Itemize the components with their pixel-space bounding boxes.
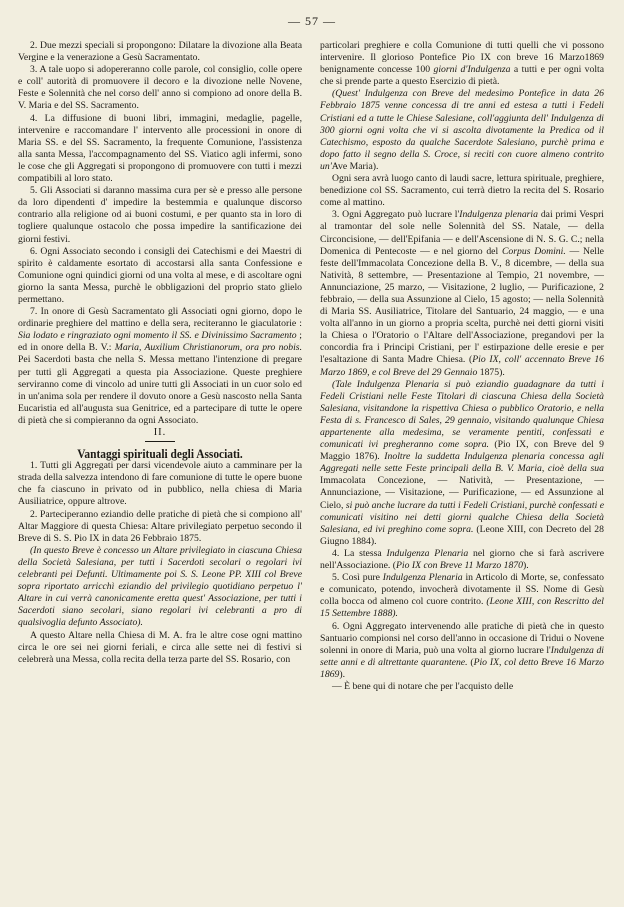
text-run: a tutti e per ogni volta che si prende parte a questo Esercizio di pietà. xyxy=(320,64,605,88)
italic-run: Sia lodato e ringraziato ogni momento il SS. e Divinissimo Sacramento xyxy=(18,330,297,342)
text-run: 3. Ogni Aggregato può lucrare l' xyxy=(332,209,460,221)
text-run: in Articolo di Morte, se, confessato e comunicato, potendo, invocherà divotamente il SS. Nome di Gesù colla bocca od almeno col cuore contrito. xyxy=(320,572,605,608)
paragraph: — È bene qui di notare che per l'acquisto delle xyxy=(332,680,514,692)
italic-run: Indulgenza Plenaria xyxy=(382,572,463,584)
section-title: Vantaggi spirituali degli Associati. xyxy=(77,447,243,462)
text-run: 4. La stessa xyxy=(332,547,387,559)
text-run: Pei Sacerdoti basta che nella S. Messa mettano l'intenzione di pregare per tutti gli Aggregati a questa pia Associazione. Queste preghiere serviranno come di vincolo ad unire tutti gli Associati in un cuor solo ed in un'anima sola per rendere il dovuto onore a Gesù nascosto nella Santa Eucaristia ed all'augusta sua Genitrice, ed a partecipare di tutte le opere di pietà che si compieranno da ogni Associato. xyxy=(18,354,302,426)
italic-run: si può anche lucrare da tutti i Fedeli Cristiani, purchè confessati e comunicati visitino nei detti giorni qualche Chiesa della Società Salesiana, ed ivi preghino come sopra. xyxy=(320,499,604,535)
italic-run: Maria, Auxilium Christianorum, ora pro nobis. xyxy=(114,342,302,354)
paragraph xyxy=(320,621,604,681)
italic-run: Indulgenza Plenaria xyxy=(386,547,469,559)
text-run: — Nelle feste dell'Immacolata Concezione della B. V., 8 dicembre, — della sua Natività, 8 settembre, — Presentazione al Tempio, 21 novembre, — Annunciazione, 25 marzo, — Visitazione, 2 luglio, — Purificazione, 2 febbraio, — della sua Assunzione al Cielo, 15 agosto; — nella Solennità di Maria SS. Ausiliatrice, Titolare del Santuario, 24 maggio, — e una volta all'anno in un giorno a propria scelta, purchè nei detti giorni visiti la Chiesa o l'Oratorio o l'Altare dell'Associazione, pregandovi per la concordia fra i Principi Cristiani, per l' estirpazione delle eresie e per l'esaltazione di Santa Madre Chiesa. ( xyxy=(320,245,604,366)
paragraph: 6. Ogni Associato secondo i consigli dei Catechismi e dei Maestri di spirito è caldamente esortato di accostarsi alla santa Confessione e Comunione ogni quindici giorni od una volta al mese, e di ascoltare ogni giorno la santa Messa, purchè le obbligazioni del proprio stato glielo permettano. xyxy=(18,245,302,305)
italic-run: Indulgenza plenaria xyxy=(459,209,538,221)
text-run: 6. Ogni Aggregato intervenendo alle pratiche di pietà che in questo Santuario compionsi nel corso dell'anno in occasione di Tridui o Novene solenni in onore di Maria, può una volta al giorno lucrare l' xyxy=(320,620,604,656)
text-run: 7. In onore di Gesù Sacramentato gli Associati ogni giorno, dopo le ordinarie preghiere del mattino e della sera, reciteranno le giaculatorie : xyxy=(18,306,302,330)
divider xyxy=(145,441,175,442)
paragraph: Ogni sera avrà luogo canto di laudi sacre, lettura spirituale, preghiere, benedizione col SS. Sacramento, cui terrà dietro la recita del S. Rosario come al mattino. xyxy=(320,173,604,209)
italic-run: Inoltre la suddetta Indulgenza plenaria concessa agli Aggregati nelle sette Feste principali della B. V. Maria, cioè della sua xyxy=(320,451,604,475)
paragraph xyxy=(320,40,604,88)
paragraph xyxy=(320,548,604,572)
paragraph: 2. Due mezzi speciali si propongono: Dilatare la divozione alla Beata Vergine e la venerazione a Gesù Sacramentato. xyxy=(18,40,302,64)
italic-run: Pio IX con Breve 11 Marzo 1870 xyxy=(396,560,523,572)
page-number: — 57 — xyxy=(288,14,336,28)
text-run: dai primi Vespri al tramontar del sole nelle Solennità del SS. Natale, — della Circoncisione, — dell'Epifania — e dell'Ascensione di N. S. G. C.; nella Domenica di Pentecoste — e nel giorno del xyxy=(320,209,604,257)
text-run: (Leone XIII, con Decreto del 28 Giugno 1884). xyxy=(320,523,604,547)
paragraph xyxy=(320,209,604,378)
italic-run: giorni d'Indulgenza xyxy=(433,64,511,76)
paragraph xyxy=(320,379,604,548)
paragraph: 3. A tale uopo si adopereranno colle parole, col consiglio, colle opere e coll' autorità di promuovere il decoro e la divozione nelle Novene, Feste e Solennità che nel corso dell' anno si compiono ad onore della B. V. Maria e del SS. Sacramento. xyxy=(18,64,302,112)
paragraph: 5. Gli Associati si daranno massima cura per sè e presso alle persone da loro dipendenti d' impedire la bestemmia e qualunque discorso contrario alla religione od ai buoni costumi, e per quanto sta in loro di togliere qualunque ostacolo che possa impedire la santificazione dei giorni festivi. xyxy=(18,185,302,245)
paragraph xyxy=(320,88,604,173)
text-run: 1875). xyxy=(477,366,505,378)
italic-run: Pio IX, coll' accennato Breve 16 Marzo 1869, e col Breve del 29 Gennaio xyxy=(320,354,605,378)
text-run: ; ed in onore della B. V.: xyxy=(18,330,302,354)
italic-run: Pio IX, col detto Breve 16 Marzo 1869 xyxy=(320,656,604,680)
italic-run: Indulgenza di sette anni e di altrettante quarantene. xyxy=(320,644,604,668)
text-run: Immacolata Concezione, — Natività, — Presentazione, — Annunciazione, — Visitazione, — Purificazione, — ed Assunzione al Cielo, xyxy=(320,475,604,511)
italic-note: (In questo Breve è concesso un Altare privilegiato in ciascuna Chiesa della Società Salesiana, per tutti i Sacerdoti secolari o regolari ivi celebranti pei Defunti. Ultimamente poi S. S. Leone PP. XIII col Breve sopra riportato arricchì eziandio del privilegio quotidiano perpetuo l' Altare in cui verrà canonicamente eretta quest' Associazione, per tutti i Sacerdoti siano secolari, siano regolari ivi celebranti a pro di qualsivoglia defunto Associato). xyxy=(18,544,302,629)
text-run: ). xyxy=(339,668,346,680)
italic-run: (Quest' Indulgenza con Breve del medesimo Pontefice in data 26 Febbraio 1875 venne concessa di tre anni ed estesa a tutti i Fedeli Cristiani ed a tutte le Chiese Salesiane, coll'aggiunta dell' Indulgenza di 300 giorni ogni volta che vi si ascolta divotamente la Predica od il Catechismo, esposto da qualche Sacerdote Salesiano, purchè prima e dopo fatto il segno della S. Croce, si reciti con cuore almeno contrito un' xyxy=(320,88,604,172)
right-column xyxy=(320,40,604,693)
text-run: Ave Maria). xyxy=(331,160,379,172)
text-run: nel giorno che si farà ascrivere nell'Associazione. ( xyxy=(320,547,605,572)
paragraph xyxy=(320,572,604,620)
italic-run: (Leone XIII, con Rescritto del 15 Settembre 1888). xyxy=(320,596,604,620)
italic-run: (Tale Indulgenza Plenaria si può eziandio guadagnare da tutti i Fedeli Cristiani nelle Feste Titolari di ciascuna Chiesa della Società Salesiana, visitandone la rispettiva Chiesa o pubblico Oratorio, e nella Festa di s. Francesco di Sales, 29 gennaio, visitando qualunque Chiesa appartenente alla medesima, se veramente pentiti, confessati e comunicati ivi pregheranno come sopra. xyxy=(320,378,604,451)
section-number: II. xyxy=(153,427,167,438)
text-run: particolari preghiere e colla Comunione di tutti quelli che vi possono intervenire. Il glorioso Pontefice Pio IX con breve 16 Marzo1869 benignamente concesse 100 xyxy=(320,40,604,76)
text-run: (Pio IX, con Breve del 9 Maggio 1876). xyxy=(320,439,604,463)
text-run: ). xyxy=(522,560,529,572)
left-column xyxy=(18,40,302,666)
text-run: 5. Così pure xyxy=(332,572,383,584)
paragraph: 4. La diffusione di buoni libri, immagini, medaglie, pagelle, intervenire e raccomandare l' intervento alle processioni in onore di Maria SS. e del SS. Sacramento, la frequente Comunione, l'assistenza alla santa Messa, l'accompagnamento del SS. Viatico agli infermi, sono le cose che gli Aggregati si propongono di promuovere con tutti i mezzi compatibili al loro stato. xyxy=(18,112,302,185)
paragraph: 2. Parteciperanno eziandio delle pratiche di pietà che si compiono all' Altar Maggiore di questa Chiesa: Altare privilegiato perpetuo secondo il Breve di S. S. Pio IX in data 26 Febbraio 1875. xyxy=(18,508,302,544)
paragraph: A questo Altare nella Chiesa di M. A. fra le altre cose ogni mattino circa le ore sei nei giorni feriali, e circa alle sette nei dì festivi si celebrerà una Messa, colla recita della terza parte del SS. Rosario, con xyxy=(18,629,302,665)
paragraph-7 xyxy=(18,306,302,427)
italic-run: Corpus Domini. xyxy=(501,245,566,257)
text-run: ( xyxy=(467,656,474,668)
paragraph: 1. Tutti gli Aggregati per darsi vicendevole aiuto a camminare per la strada della salvezza intendono di fare comunione di tutte le opere buone che fa ciascuno in privato od in pubblico, nella chiesa di Maria Ausiliatrice, oppure altrove. xyxy=(18,460,302,508)
